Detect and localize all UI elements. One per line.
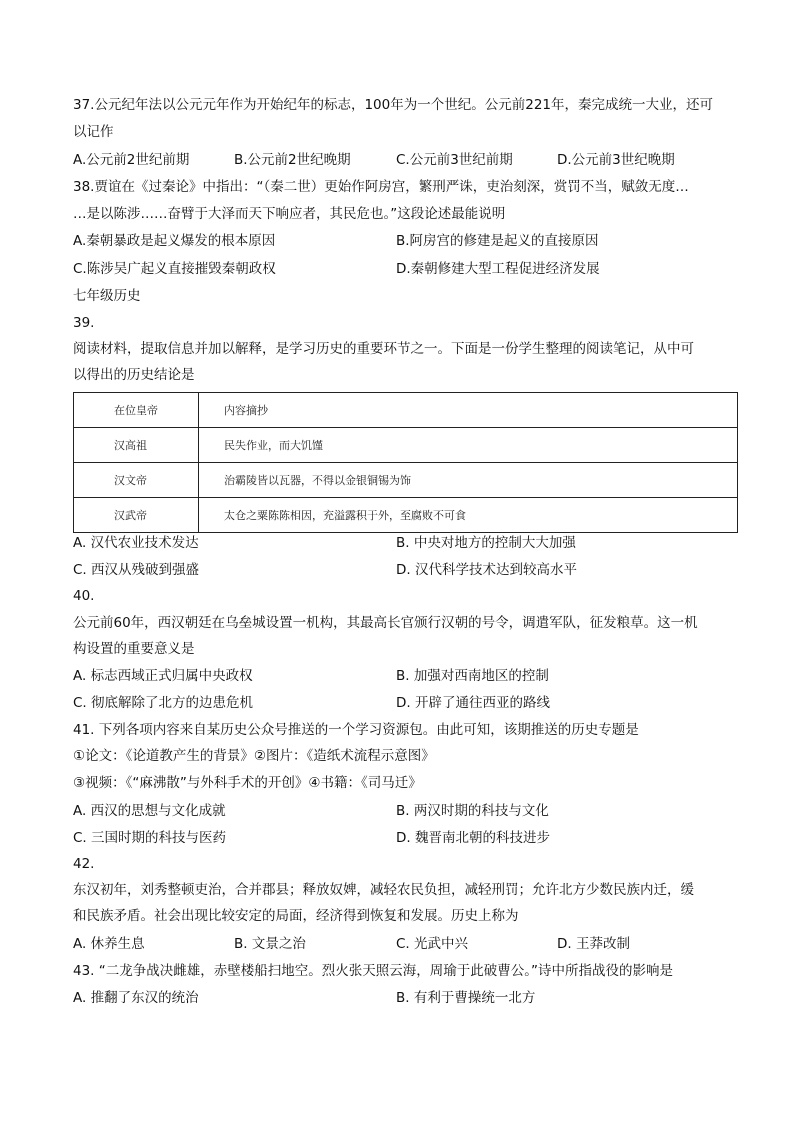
table-cell-excerpt: 太仓之粟陈陈相因，充溢露积于外，至腐败不可食 xyxy=(199,498,738,533)
q42-stem-line1: 东汉初年，刘秀整顿吏治，合并郡县；释放奴婢，减轻农民负担，减轻刑罚；允许北方少数民族内迁，缓 xyxy=(73,882,694,898)
q40-option-a: A. 标志西域正式归属中央政权 xyxy=(73,668,253,684)
q42-option-d: D. 王莽改制 xyxy=(557,936,630,952)
q38-stem-line2: …是以陈涉……奋臂于大泽而天下响应者，其民危也。”这段论述最能说明 xyxy=(73,206,506,222)
q39-notes-table xyxy=(73,392,738,533)
q38-option-d: D.秦朝修建大型工程促进经济发展 xyxy=(396,261,600,277)
q42-option-a: A. 休养生息 xyxy=(73,936,145,952)
q39-option-b: B. 中央对地方的控制大大加强 xyxy=(396,535,576,551)
table-header-row xyxy=(74,393,738,428)
section-label: 七年级历史 xyxy=(73,288,141,304)
q37-option-b: B.公元前2世纪晚期 xyxy=(234,152,351,168)
table-cell-excerpt: 民失作业，而大饥馑 xyxy=(199,428,738,463)
q41-stem-line1: 41. 下列各项内容来自某历史公众号推送的一个学习资源包。由此可知，该期推送的历史专题是 xyxy=(73,722,639,738)
table-row xyxy=(74,428,738,463)
q39-option-d: D. 汉代科学技术达到较高水平 xyxy=(396,562,577,578)
q38-option-c: C.陈涉吴广起义直接摧毁秦朝政权 xyxy=(73,261,276,277)
q37-option-d: D.公元前3世纪晚期 xyxy=(557,152,675,168)
q39-stem-line2: 以得出的历史结论是 xyxy=(73,367,195,383)
table-header-emperor: 在位皇帝 xyxy=(74,393,199,428)
q40-option-b: B. 加强对西南地区的控制 xyxy=(396,668,549,684)
q42-stem-line2: 和民族矛盾。社会出现比较安定的局面，经济得到恢复和发展。历史上称为 xyxy=(73,908,519,924)
q41-option-a: A. 西汉的思想与文化成就 xyxy=(73,803,226,819)
q39-number: 39. xyxy=(73,315,95,331)
q37-stem-line1: 37.公元纪年法以公元元年作为开始纪年的标志，100年为一个世纪。公元前221年，秦完成统一大业，还可 xyxy=(73,97,714,113)
q41-option-d: D. 魏晋南北朝的科技进步 xyxy=(396,830,550,846)
q37-option-a: A.公元前2世纪前期 xyxy=(73,152,190,168)
q41-option-b: B. 两汉时期的科技与文化 xyxy=(396,803,549,819)
q42-option-c: C. 光武中兴 xyxy=(396,936,469,952)
q43-option-a: A. 推翻了东汉的统治 xyxy=(73,990,199,1006)
q41-stem-line3: ③视频：《“麻沸散”与外科手术的开创》④书籍：《司马迁》 xyxy=(73,775,422,791)
q40-stem-line1: 公元前60年，西汉朝廷在乌垒城设置一机构，其最高长官颁行汉朝的号令，调遣军队，征发粮草。这一机 xyxy=(73,615,698,631)
table-cell-emperor: 汉武帝 xyxy=(74,498,199,533)
q42-option-b: B. 文景之治 xyxy=(234,936,306,952)
q40-stem-line2: 构设置的重要意义是 xyxy=(73,641,195,657)
table-row xyxy=(74,498,738,533)
q41-option-c: C. 三国时期的科技与医药 xyxy=(73,830,227,846)
q37-stem-line2: 以记作 xyxy=(73,124,114,140)
q40-number: 40. xyxy=(73,588,95,604)
table-header-excerpt: 内容摘抄 xyxy=(199,393,738,428)
table-cell-excerpt: 治霸陵皆以瓦器，不得以金银铜锡为饰 xyxy=(199,463,738,498)
table-cell-emperor: 汉高祖 xyxy=(74,428,199,463)
q39-option-a: A. 汉代农业技术发达 xyxy=(73,535,199,551)
q38-option-a: A.秦朝暴政是起义爆发的根本原因 xyxy=(73,233,276,249)
q39-stem-line1: 阅读材料，提取信息并加以解释，是学习历史的重要环节之一。下面是一份学生整理的阅读笔记，从中可 xyxy=(73,341,694,357)
q40-option-d: D. 开辟了通往西亚的路线 xyxy=(396,695,550,711)
q38-stem-line1: 38.贾谊在《过秦论》中指出：“（秦二世）更始作阿房宫，繁刑严诛，吏治刻深，赏罚不当，赋敛无度… xyxy=(73,179,689,195)
table-row xyxy=(74,463,738,498)
q41-stem-line2: ①论文：《论道教产生的背景》②图片：《造纸术流程示意图》 xyxy=(73,748,435,764)
q38-option-b: B.阿房宫的修建是起义的直接原因 xyxy=(396,233,599,249)
q40-option-c: C. 彻底解除了北方的边患危机 xyxy=(73,695,254,711)
q43-stem-line1: 43. “二龙争战决雌雄，赤壁楼船扫地空。烈火张天照云海，周瑜于此破曹公。”诗中所指战役的影响是 xyxy=(73,963,673,979)
table-cell-emperor: 汉文帝 xyxy=(74,463,199,498)
q42-number: 42. xyxy=(73,856,95,872)
q43-option-b: B. 有利于曹操统一北方 xyxy=(396,990,536,1006)
q39-option-c: C. 西汉从残破到强盛 xyxy=(73,562,200,578)
q37-option-c: C.公元前3世纪前期 xyxy=(396,152,513,168)
